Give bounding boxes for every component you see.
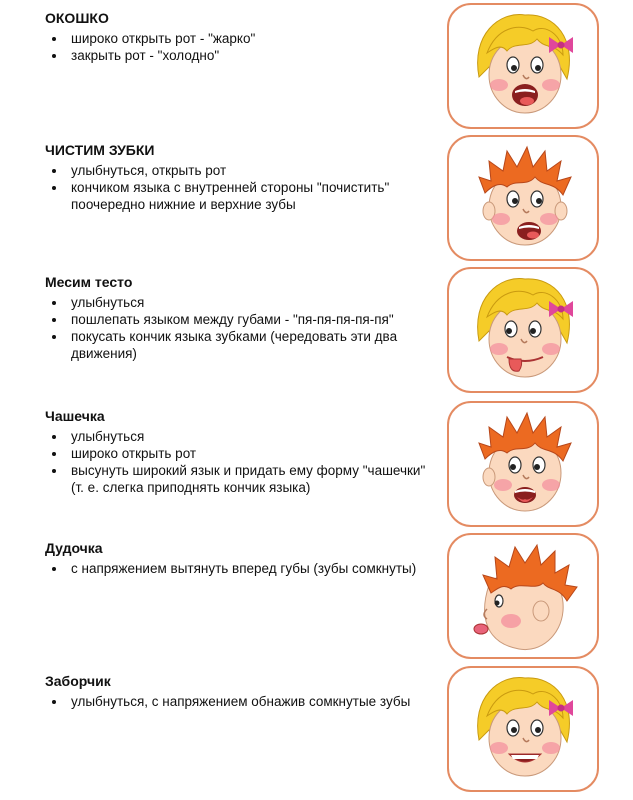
boy-tongue-cup-illustration <box>449 403 597 525</box>
exercise-steps <box>45 560 435 577</box>
exercise-chistim-zubki <box>0 132 633 260</box>
step-item: пошлепать языком между губами - "пя-пя-пя-пя-пя" <box>45 311 435 328</box>
exercise-title: ЧИСТИМ ЗУБКИ <box>45 142 155 158</box>
step-item: с напряжением вытянуть вперед губы (зубы сомкнуты) <box>45 560 435 577</box>
step-item: широко открыть рот <box>45 445 435 462</box>
exercise-title: ОКОШКО <box>45 10 109 26</box>
illustration-frame <box>447 401 599 527</box>
exercise-dudochka <box>0 530 633 658</box>
illustration-frame <box>447 666 599 792</box>
boy-open-mouth-illustration <box>449 137 597 259</box>
girl-smile-teeth-illustration <box>449 668 597 790</box>
step-item: улыбнуться, открыть рот <box>45 162 435 179</box>
exercise-steps <box>45 428 435 496</box>
girl-open-mouth-illustration <box>449 5 597 127</box>
exercise-title: Месим тесто <box>45 274 133 290</box>
exercise-mesim-testo <box>0 264 633 392</box>
illustration-frame <box>447 135 599 261</box>
illustration-frame <box>447 267 599 393</box>
step-item: улыбнуться, с напряжением обнажив сомкнутые зубы <box>45 693 435 710</box>
step-item: высунуть широкий язык и придать ему форму "чашечки" (т. е. слегка приподнять кончик языка) <box>45 462 435 496</box>
illustration-frame <box>447 3 599 129</box>
exercise-steps <box>45 693 435 710</box>
exercise-title: Чашечка <box>45 408 105 424</box>
exercise-steps <box>45 294 435 362</box>
step-item: улыбнуться <box>45 428 435 445</box>
girl-tongue-out-illustration <box>449 269 597 391</box>
illustration-frame <box>447 533 599 659</box>
step-item: кончиком языка с внутренней стороны "почистить" поочередно нижние и верхние зубы <box>45 179 435 213</box>
exercise-steps <box>45 162 435 213</box>
step-item: улыбнуться <box>45 294 435 311</box>
exercise-steps <box>45 30 435 64</box>
exercise-title: Дудочка <box>45 540 103 556</box>
step-item: широко открыть рот - "жарко" <box>45 30 435 47</box>
exercise-title: Заборчик <box>45 673 111 689</box>
boy-profile-pout-illustration <box>449 535 597 657</box>
step-item: закрыть рот - "холодно" <box>45 47 435 64</box>
exercise-zaborchik <box>0 663 633 791</box>
step-item: покусать кончик языка зубками (чередовать эти два движения) <box>45 328 435 362</box>
exercise-okoshko <box>0 0 633 128</box>
exercise-chashechka <box>0 398 633 526</box>
